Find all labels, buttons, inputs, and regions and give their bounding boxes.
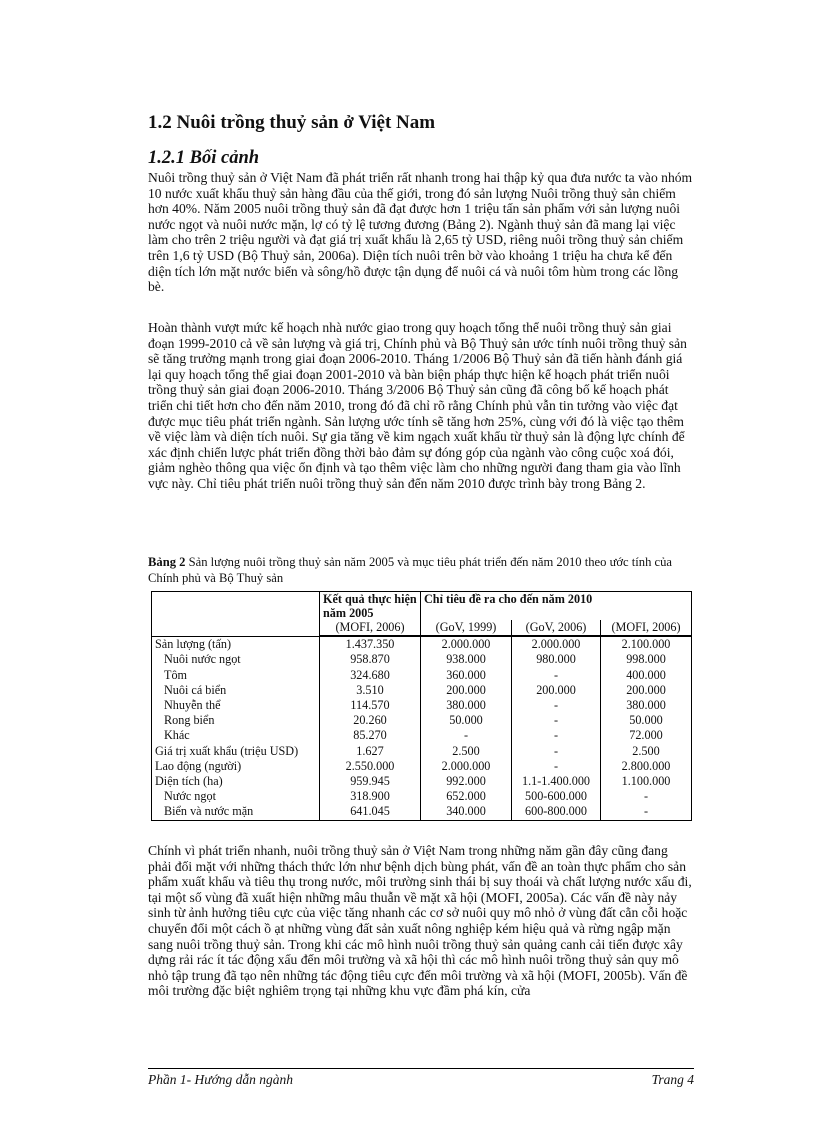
value-cell: 2.000.000 [421,759,512,774]
value-cell: 980.000 [512,652,601,667]
row-label: Tôm [152,668,320,683]
header-targets-2010: Chỉ tiêu đề ra cho đến năm 2010 [421,592,692,621]
source-cell: (GoV, 1999) [421,620,512,636]
value-cell: 938.000 [421,652,512,667]
value-cell: 50.000 [601,713,692,728]
row-label: Nuôi cá biển [152,683,320,698]
value-cell: 324.680 [320,668,421,683]
value-cell: - [512,759,601,774]
table-row [152,728,692,743]
value-cell: - [512,698,601,713]
value-cell: 998.000 [601,652,692,667]
row-label: Rong biển [152,713,320,728]
footer-section-label: Phần 1- Hướng dẫn ngành [148,1072,294,1087]
row-label: Biển và nước mặn [152,804,320,820]
value-cell: - [601,789,692,804]
value-cell: 380.000 [421,698,512,713]
value-cell: 2.500 [601,744,692,759]
source-cell: (MOFI, 2006) [320,620,421,636]
table-row [152,668,692,683]
value-cell: 380.000 [601,698,692,713]
value-cell: - [512,668,601,683]
value-cell: 641.045 [320,804,421,820]
row-label: Nhuyễn thể [152,698,320,713]
production-table [151,591,692,821]
value-cell: - [512,744,601,759]
value-cell: 200.000 [421,683,512,698]
value-cell: - [601,804,692,820]
value-cell: 2.500 [421,744,512,759]
value-cell: 400.000 [601,668,692,683]
value-cell: 200.000 [512,683,601,698]
paragraph-challenges: Chính vì phát triển nhanh, nuôi trồng thuỷ sản ở Việt Nam trong những năm gần đây cũng đang phải đối mặt với những thách thức lớn như bệnh dịch bùng phát, vấn đề an toàn thực phẩm cho sản phẩm xuất khẩu và tiêu thụ trong nước, môi trường sinh thái bị suy thoái và chất lượng nước xấu đi, tại một số vùng đã xuất hiện những mâu thuẫn về mặt xã hội (MOFI, 2005a). Các vấn đề này nảy sinh từ ảnh hưởng tiêu cực của việc tăng nhanh các cơ sở nuôi quy mô nhỏ ở vùng đất cằn cỗi hoặc chuyển đổi một cách ồ ạt những vùng đất sản xuất nông nghiệp kém hiệu quả và rừng ngập mặn sang nuôi trồng thuỷ sản. Trong khi các mô hình nuôi trồng thuỷ sản quảng canh cải tiến được xây dựng rải rác ít tác động xấu đến môi trường và xã hội thì các mô hình nuôi trồng thuỷ sản quy mô nhỏ tập trung đã tạo nên những tác động tiêu cực đến môi trường và xã hội (MOFI, 2005b). Vấn đề môi trường đặc biệt nghiêm trọng tại những khu vực đầm phá kín, cửa [148,843,692,999]
row-label: Sản lượng (tấn) [152,636,320,652]
row-label: Khác [152,728,320,743]
value-cell: 318.900 [320,789,421,804]
table-row [152,804,692,820]
value-cell: - [421,728,512,743]
paragraph-context: Nuôi trồng thuỷ sản ở Việt Nam đã phát triển rất nhanh trong hai thập kỷ qua đưa nước ta vào nhóm 10 nước xuất khẩu thuỷ sản hàng đầu của thế giới, trong đó sản lượng Nuôi trồng thuỷ sản chiếm hơn 40%. Năm 2005 nuôi trồng thuỷ sản đã đạt được hơn 1 triệu tấn sản phẩm với sản lượng nuôi nước ngọt và nuôi nước mặn, lợ có tỷ lệ tương đương (Bảng 2). Ngành thuỷ sản đã mang lại việc làm cho trên 2 triệu người và đạt giá trị xuất khẩu là 2,65 tỷ USD, riêng nuôi trồng thuỷ sản chiếm trên 1,6 tỷ USD (Bộ Thuỷ sản, 2006a). Diện tích nuôi trên bờ vào khoảng 1 triệu ha chưa kể đến diện tích lớn mặt nước biển và sông/hồ được tận dụng để nuôi cá và nuôi tôm hùm trong các lồng bè. [148,170,693,295]
table-row [152,774,692,789]
value-cell: 959.945 [320,774,421,789]
value-cell: - [512,728,601,743]
row-label: Nuôi nước ngọt [152,652,320,667]
value-cell: 20.260 [320,713,421,728]
value-cell: 72.000 [601,728,692,743]
row-label: Diện tích (ha) [152,774,320,789]
value-cell: 50.000 [421,713,512,728]
table-row [152,744,692,759]
row-label: Nước ngọt [152,789,320,804]
value-cell: 2.100.000 [601,636,692,652]
value-cell: 2.000.000 [421,636,512,652]
page-number: Trang 4 [651,1072,694,1087]
value-cell: 85.270 [320,728,421,743]
table-row [152,789,692,804]
value-cell: 500-600.000 [512,789,601,804]
caption-text: Sản lượng nuôi trồng thuỷ sản năm 2005 và mục tiêu phát triển đến năm 2010 theo ước tính của Chính phủ và Bộ Thuỷ sản [148,555,673,585]
paragraph-plan: Hoàn thành vượt mức kế hoạch nhà nước giao trong quy hoạch tổng thể nuôi trồng thuỷ sản giai đoạn 1999-2010 cả về sản lượng và giá trị, Chính phủ và Bộ Thuỷ sản ước tính nuôi trồng thuỷ sản sẽ tăng trưởng mạnh trong giai đoạn 2006-2010. Tháng 1/2006 Bộ Thuỷ sản đã tiến hành đánh giá lại quy hoạch tổng thể giai đoạn 2001-2010 và bàn biện pháp thực hiện kế hoạch phát triển nuôi trồng thuỷ sản giai đoạn 2006-2010. Tháng 3/2006 Bộ Thuỷ sản cũng đã công bố kế hoạch phát triển chi tiết hơn cho đến năm 2010, trong đó đã chỉ rõ rằng Chính phủ vẫn tin tưởng vào việc đạt được mục tiêu phát triển ngành. Sản lượng ước tính sẽ tăng hơn 25%, cùng với đó là việc tạo thêm về việc làm và diện tích nuôi. Sự gia tăng về kim ngạch xuất khẩu từ thuỷ sản là động lực chính để xác định chiến lược phát triển đồng thời bảo đảm sự đóng góp của ngành vào công cuộc xoá đói, giảm nghèo thông qua việc ổn định và tạo thêm việc làm cho những người đang tham gia vào lĩnh vực này. Chỉ tiêu phát triển nuôi trồng thuỷ sản đến năm 2010 được trình bày trong Bảng 2. [148,320,687,491]
page-footer [148,1072,694,1088]
section-heading: 1.2 Nuôi trồng thuỷ sản ở Việt Nam [148,112,436,133]
row-label: Lao động (người) [152,759,320,774]
value-cell: 360.000 [421,668,512,683]
table-row [152,652,692,667]
table-row [152,759,692,774]
table-row [152,698,692,713]
value-cell: - [512,713,601,728]
value-cell: 652.000 [421,789,512,804]
value-cell: 1.627 [320,744,421,759]
value-cell: 2.000.000 [512,636,601,652]
value-cell: 958.870 [320,652,421,667]
row-label: Giá trị xuất khẩu (triệu USD) [152,744,320,759]
footer-divider [148,1068,694,1069]
table-row [152,713,692,728]
subsection-heading: 1.2.1 Bối cảnh [148,148,260,168]
header-result-2005: Kết quả thực hiện năm 2005 [320,592,421,621]
table-caption [148,555,694,586]
value-cell: 600-800.000 [512,804,601,820]
source-cell: (MOFI, 2006) [601,620,692,636]
value-cell: 200.000 [601,683,692,698]
value-cell: 114.570 [320,698,421,713]
table-row [152,683,692,698]
value-cell: 992.000 [421,774,512,789]
value-cell: 340.000 [421,804,512,820]
table-row [152,636,692,652]
value-cell: 1.437.350 [320,636,421,652]
table-corner-cell [152,592,320,637]
value-cell: 1.1-1.400.000 [512,774,601,789]
value-cell: 2.800.000 [601,759,692,774]
caption-label: Bảng 2 [148,555,186,569]
source-cell: (GoV, 2006) [512,620,601,636]
value-cell: 3.510 [320,683,421,698]
value-cell: 1.100.000 [601,774,692,789]
value-cell: 2.550.000 [320,759,421,774]
